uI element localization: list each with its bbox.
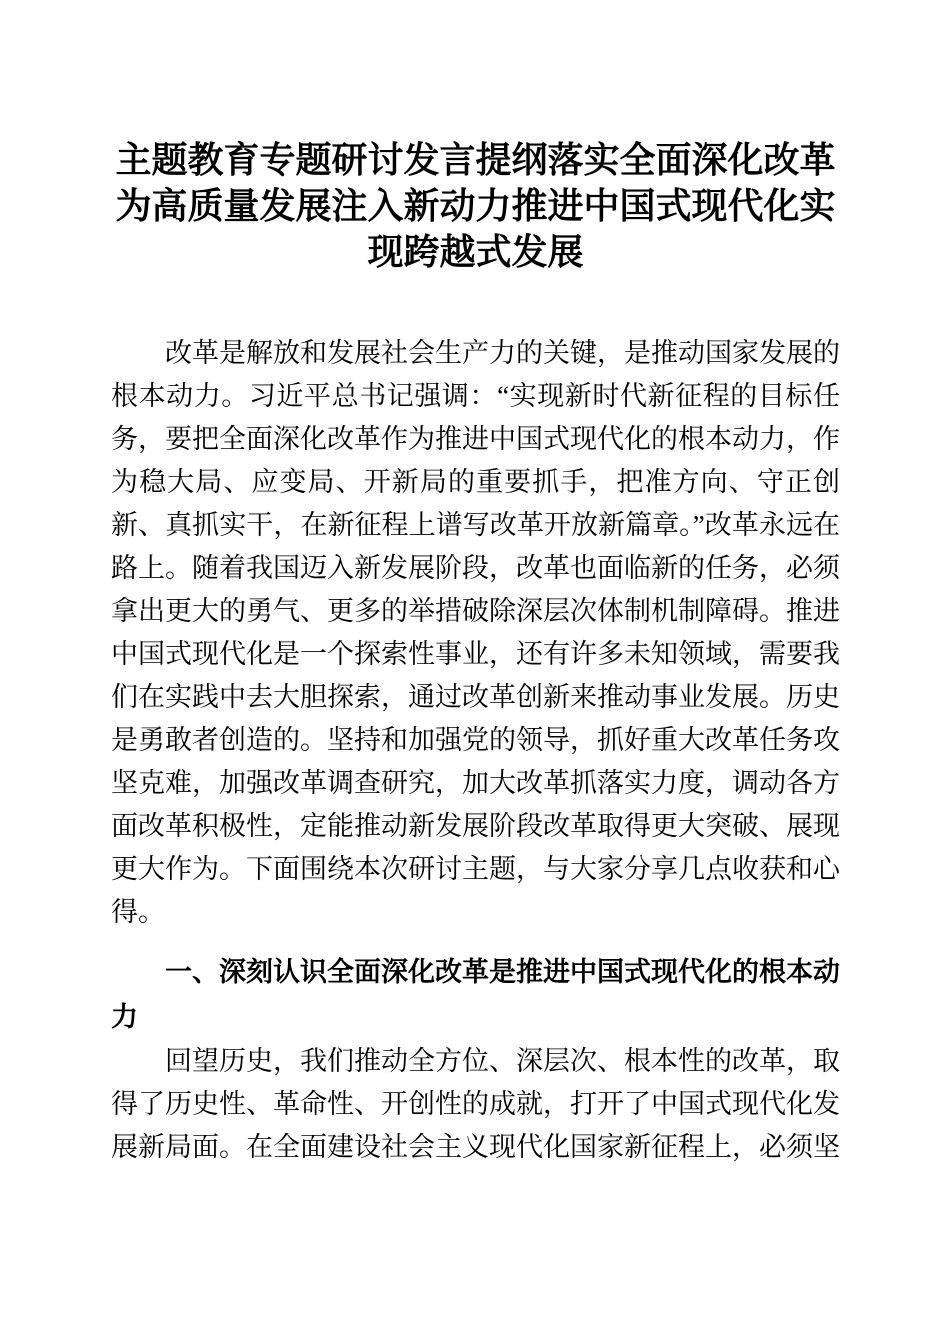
section-heading-1: 一、深刻认识全面深化改革是推进中国式现代化的根本动力 bbox=[111, 957, 840, 1032]
paragraph-section-1: 回望历史，我们推动全方位、深层次、根本性的改革，取得了历史性、革命性、开创性的成就，打开了中国式现代化发展新局面。在全面建设社会主义现代化国家新征程上，必须坚 bbox=[111, 1046, 840, 1162]
document-title: 主题教育专题研讨发言提纲落实全面深化改革为高质量发展注入新动力推进中国式现代化实现跨越式发展 bbox=[115, 140, 836, 272]
document-content bbox=[111, 137, 840, 1169]
paragraph-intro: 改革是解放和发展社会生产力的关键，是推动国家发展的根本动力。习近平总书记强调：“实现新时代新征程的目标任务，要把全面深化改革作为推进中国式现代化的根本动力，作为稳大局、应变局、开新局的重要抓手，把准方向、守正创新、真抓实干，在新征程上谱写改革开放新篇章。”改革永远在路上。随着我国迈入新发展阶段，改革也面临新的任务，必须拿出更大的勇气、更多的举措破除深层次体制机制障碍。推进中国式现代化是一个探索性事业，还有许多未知领域，需要我们在实践中去大胆探索，通过改革创新来推动事业发展。历史是勇敢者创造的。坚持和加强党的领导，抓好重大改革任务攻坚克难，加强改革调查研究，加大改革抓落实力度，调动各方面改革积极性，定能推动新发展阶段改革取得更大突破、展现更大作为。下面围绕本次研讨主题，与大家分享几点收获和心得。 bbox=[111, 338, 840, 927]
